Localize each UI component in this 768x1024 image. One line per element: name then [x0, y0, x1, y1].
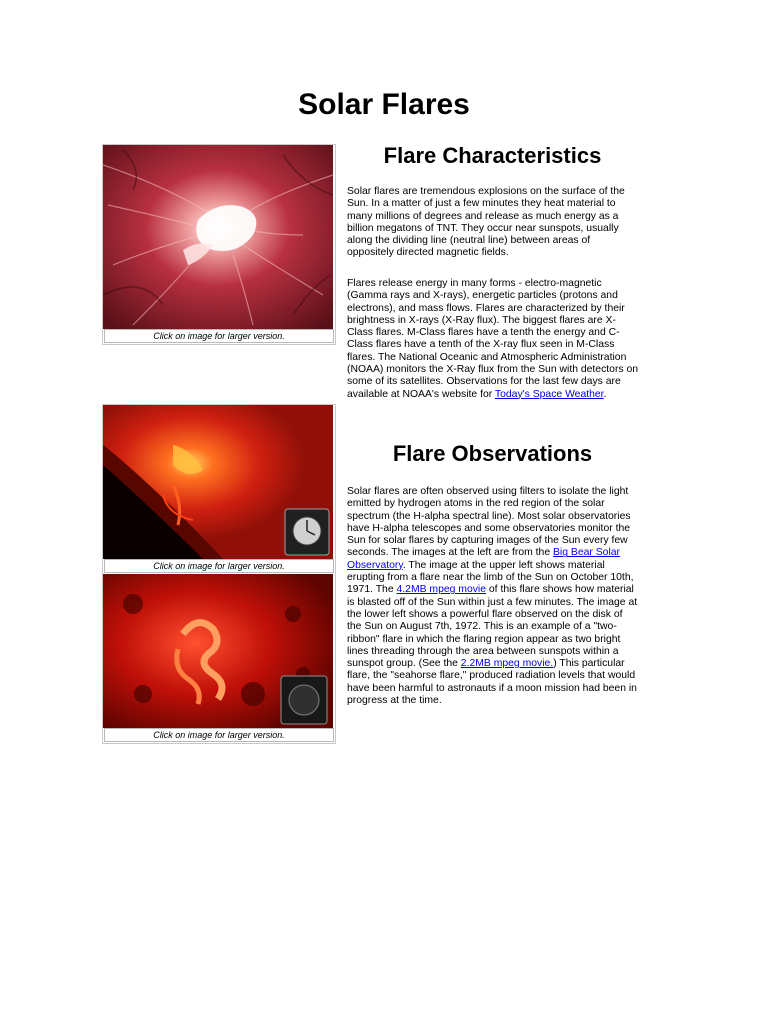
image-caption: Click on image for larger version.: [104, 728, 334, 742]
flare-image-2-link[interactable]: [103, 405, 335, 559]
characteristics-paragraph-2: Flares release energy in many forms - electro-magnetic (Gamma rays and X-rays), energetic particles (protons and electrons), and mass flows. Flares are characterized by their brightness in X-rays (X-Ray flux). The biggest flares are X-Class flares. M-Class flares have a tenth the energy and C-Class flares have a tenth of the X-ray flux seen in M-Class flares. The National Oceanic and Atmospheric Administration (NOAA) monitors the X-Ray flux from the Sun with detectors on some of its satellites. Observations for the last few days are available at NOAA's website for Today's Space Weather.: [347, 278, 639, 400]
flare-image-3-link[interactable]: [103, 574, 335, 728]
flare-image-1: [103, 145, 333, 329]
page-title: Solar Flares: [298, 88, 470, 121]
mpeg-movie-2-2mb-link[interactable]: 2.2MB mpeg movie.: [460, 658, 554, 670]
image-caption: Click on image for larger version.: [104, 329, 334, 343]
observations-paragraph: Solar flares are often observed using filters to isolate the light emitted by hydrogen atoms in the red region of the solar spectrum (the H-alpha spectral line). Most solar observatories have H-alpha telescopes and some observatories monitor the Sun for solar flares by capturing images of the Sun every few seconds. The images at the left are from the Big Bear Solar Observatory. The image at the upper left shows material erupting from a flare near the limb of the Sun on October 10th, 1971. The 4.2MB mpeg movie of this flare shows how material is blasted off of the Sun within just a few minutes. The image at the lower left shows a powerful flare observed on the disk of the Sun on August 7th, 1972. This is an example of a "two-ribbon" flare in which the flaring region appear as two bright lines threading through the area between sunspots within a sunspot group. (See the 2.2MB mpeg movie.) This particular flare, the "seahorse flare," produced radiation levels that would have been harmful to astronauts if a moon mission had been in progress at the time.: [347, 486, 638, 707]
mpeg-movie-4-2mb-link[interactable]: 4.2MB mpeg movie: [396, 584, 487, 596]
flare-image-2: [103, 405, 333, 559]
characteristics-paragraph-1: Solar flares are tremendous explosions on the surface of the Sun. In a matter of just a few minutes they heat material to many millions of degrees and release as much energy as a billion megatons of TNT. They occur near sunspots, usually along the dividing line (neutral line) between areas of oppositely directed magnetic fields.: [347, 186, 625, 259]
flare-image-3: [103, 574, 333, 728]
flare-image-1-link[interactable]: [103, 145, 335, 329]
space-weather-link[interactable]: Today's Space Weather: [494, 388, 604, 400]
image-caption: Click on image for larger version.: [104, 559, 334, 573]
section-heading-characteristics: Flare Characteristics: [383, 143, 602, 168]
section-heading-observations: Flare Observations: [392, 441, 593, 466]
figure-limb-flare: [102, 404, 336, 744]
big-bear-observatory-link[interactable]: Big Bear Solar Observatory: [347, 547, 620, 571]
figure-flare-characteristics: [102, 144, 336, 345]
